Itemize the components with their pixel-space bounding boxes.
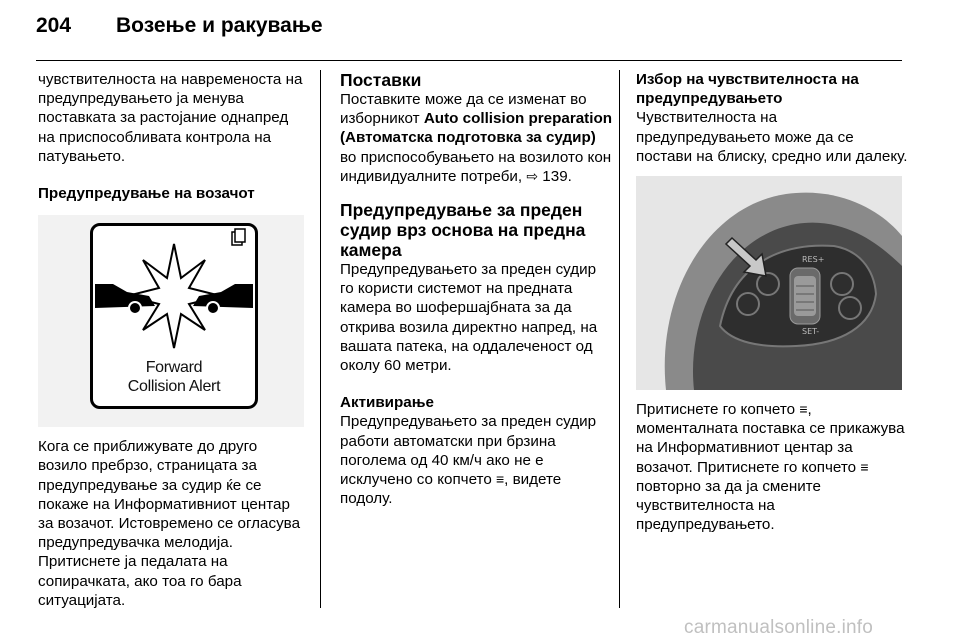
running-title: Возење и ракување [116, 14, 323, 37]
distance-button-icon: ≡ [495, 471, 505, 488]
activation-heading: Активирање [340, 394, 434, 412]
fca-display [90, 223, 258, 409]
watermark: carmanualsonline.info [684, 617, 874, 638]
svg-text:SET-: SET- [802, 327, 820, 337]
page-header [36, 14, 323, 50]
column-divider [619, 70, 620, 608]
svg-text:RES+: RES+ [802, 255, 825, 265]
page-ref[interactable]: 139. [542, 167, 572, 185]
sensitivity-heading: Избор на чувствителноста на предупредувањето [636, 71, 859, 108]
forward-collision-alert-figure [38, 215, 304, 427]
steering-wheel-icon [636, 176, 902, 390]
header-rule [36, 60, 902, 61]
column-2 [340, 70, 612, 508]
settings-paragraph: Поставките може да се изменат во изборникот Auto collision preparation (Автоматска подготовка за судир) во приспособувањето на возилото кон индивидуалните потреби, ⇨ 139. [340, 91, 613, 185]
page-ref-arrow-icon: ⇨ [526, 167, 539, 184]
settings-heading: Поставки [340, 70, 422, 90]
fca-caption: Forward Collision Alert [127, 359, 221, 396]
intro-paragraph: чувствителноста на навременоста на предупредувањето ја менува поставката за растојание однапред на приспособливата контрола на патувањето. [38, 71, 303, 165]
distance-button-icon: ≡ [799, 401, 808, 418]
column-divider [320, 70, 321, 608]
camera-collision-heading: Предупредување за преден судир врз основа на предна камера [340, 200, 586, 261]
collision-warning-paragraph: Кога се приближувате до друго возило пребрзо, страницата за предупредување за судир ќе се покаже на Информативниот центар за возачот. Истовремено се огласува предупредувачка мелодија. Притиснете ја педалата на сопирачката, ако тоа го бара ситуацијата. [38, 438, 301, 609]
car-collision-icon [93, 226, 255, 356]
press-button-paragraph: Притиснете го копчето ≡, моменталната поставка се прикажува на Информативниот центар за возачот. Притиснете го копчето ≡ повторно за да ја смените чувствителноста на предупредувањето. [636, 401, 905, 534]
steering-wheel-figure [636, 176, 902, 390]
page-number: 204 [36, 14, 72, 37]
driver-warning-heading: Предупредување на возачот [38, 185, 255, 203]
menu-item-name: Auto collision preparation (Автоматска подготовка за судир) [340, 110, 613, 147]
distance-button-icon: ≡ [860, 458, 869, 475]
activation-paragraph: Предупредувањето за преден судир работи автоматски при брзина поголема од 40 км/ч ако не е исклучено со копчето ≡, видете подолу. [340, 413, 597, 508]
camera-collision-paragraph: Предупредувањето за преден судир го користи системот на предната камера во шофершајбната за да открива возила директно напред, на вашата патека, на оддалеченост од околу 60 метри. [340, 261, 598, 375]
sensitivity-paragraph: Чувствителноста на предупредувањето може да се постави на блиску, средно или далеку. [636, 109, 908, 165]
column-1 [38, 70, 308, 610]
column-3 [636, 70, 908, 534]
